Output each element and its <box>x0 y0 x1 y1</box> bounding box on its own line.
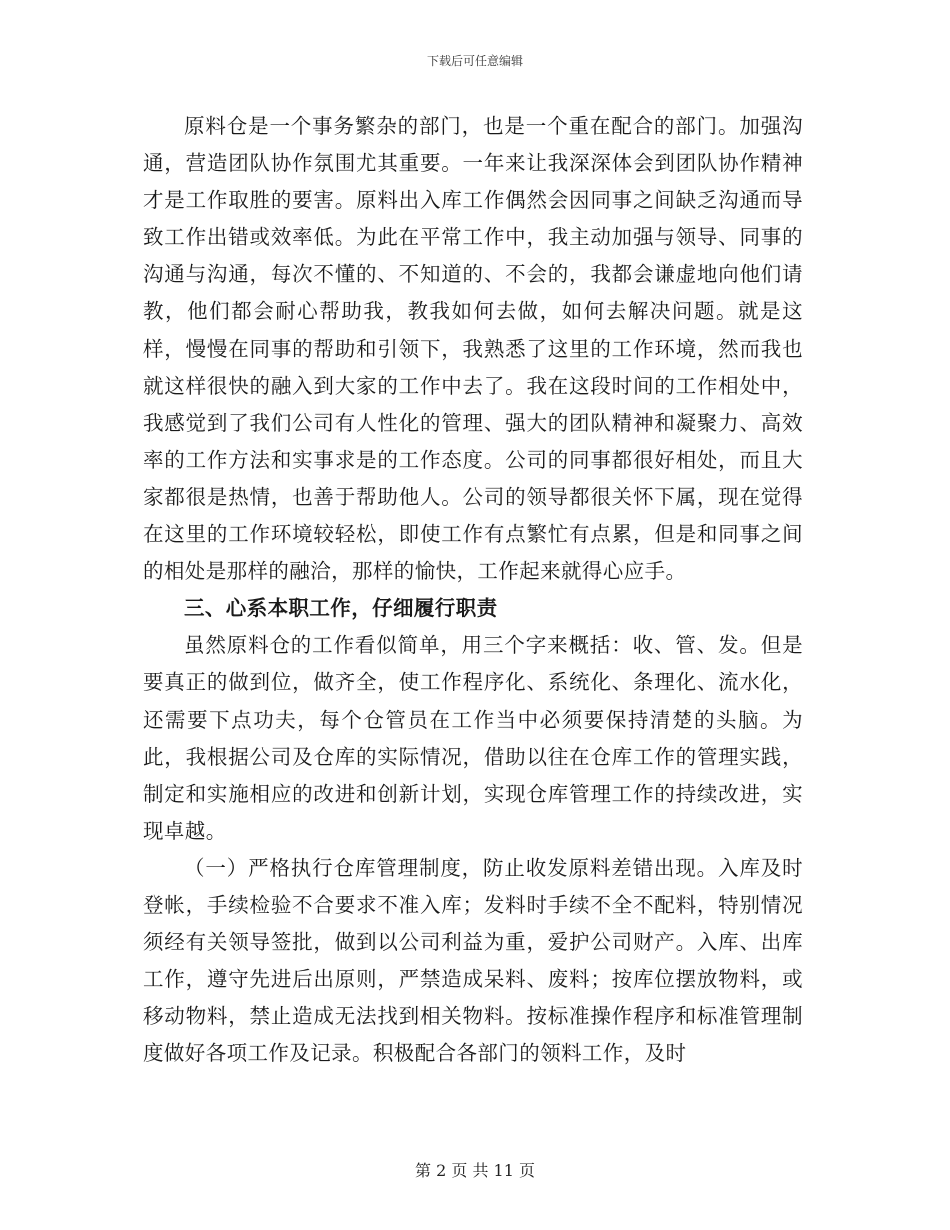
body-paragraph-2: 虽然原料仓的工作看似简单，用三个字来概括：收、管、发。但是要真正的做到位，做齐全，使工作程序化、系统化、条理化、流水化，还需要下点功夫，每个仓管员在工作当中必须要保持清楚的头脑。为此，我根据公司及仓库的实际情况，借助以往在仓库工作的管理实践，制定和实施相应的改进和创新计划，实现仓库管理工作的持续改进，实现卓越。 <box>143 633 803 843</box>
section-heading-3: 三、心系本职工作，仔细履行职责 <box>184 596 498 621</box>
page-header: 下载后可任意编辑 <box>426 54 523 68</box>
body-paragraph-3: （一）严格执行仓库管理制度，防止收发原料差错出现。入库及时登帐，手续检验不合要求不准入库；发料时手续不全不配料，特别情况须经有关领导签批，做到以公司利益为重，爱护公司财产。入库、出库工作，遵守先进后出原则，严禁造成呆料、废料；按库位摆放物料，或移动物料，禁止造成无法找到相关物料。按标准操作程序和标准管理制度做好各项工作及记录。积极配合各部门的领料工作，及时 <box>143 855 803 1066</box>
page-number-footer: 第 2 页 共 11 页 <box>415 1161 535 1180</box>
document-body <box>143 108 803 1072</box>
body-paragraph-1: 原料仓是一个事务繁杂的部门，也是一个重在配合的部门。加强沟通，营造团队协作氛围尤其重要。一年来让我深深体会到团队协作精神才是工作取胜的要害。原料出入库工作偶然会因同事之间缺乏沟通而导致工作出错或效率低。为此在平常工作中，我主动加强与领导、同事的沟通与沟通，每次不懂的、不知道的、不会的，我都会谦虚地向他们请教，他们都会耐心帮助我，教我如何去做，如何去解决问题。就是这样，慢慢在同事的帮助和引领下，我熟悉了这里的工作环境，然而我也就这样很快的融入到大家的工作中去了。我在这段时间的工作相处中，我感觉到了我们公司有人性化的管理、强大的团队精神和凝聚力、高效率的工作方法和实事求是的工作态度。公司的同事都很好相处，而且大家都很是热情，也善于帮助他人。公司的领导都很关怀下属，现在觉得在这里的工作环境较轻松，即使工作有点繁忙有点累，但是和同事之间的相处是那样的融洽，那样的愉快，工作起来就得心应手。 <box>143 114 803 584</box>
